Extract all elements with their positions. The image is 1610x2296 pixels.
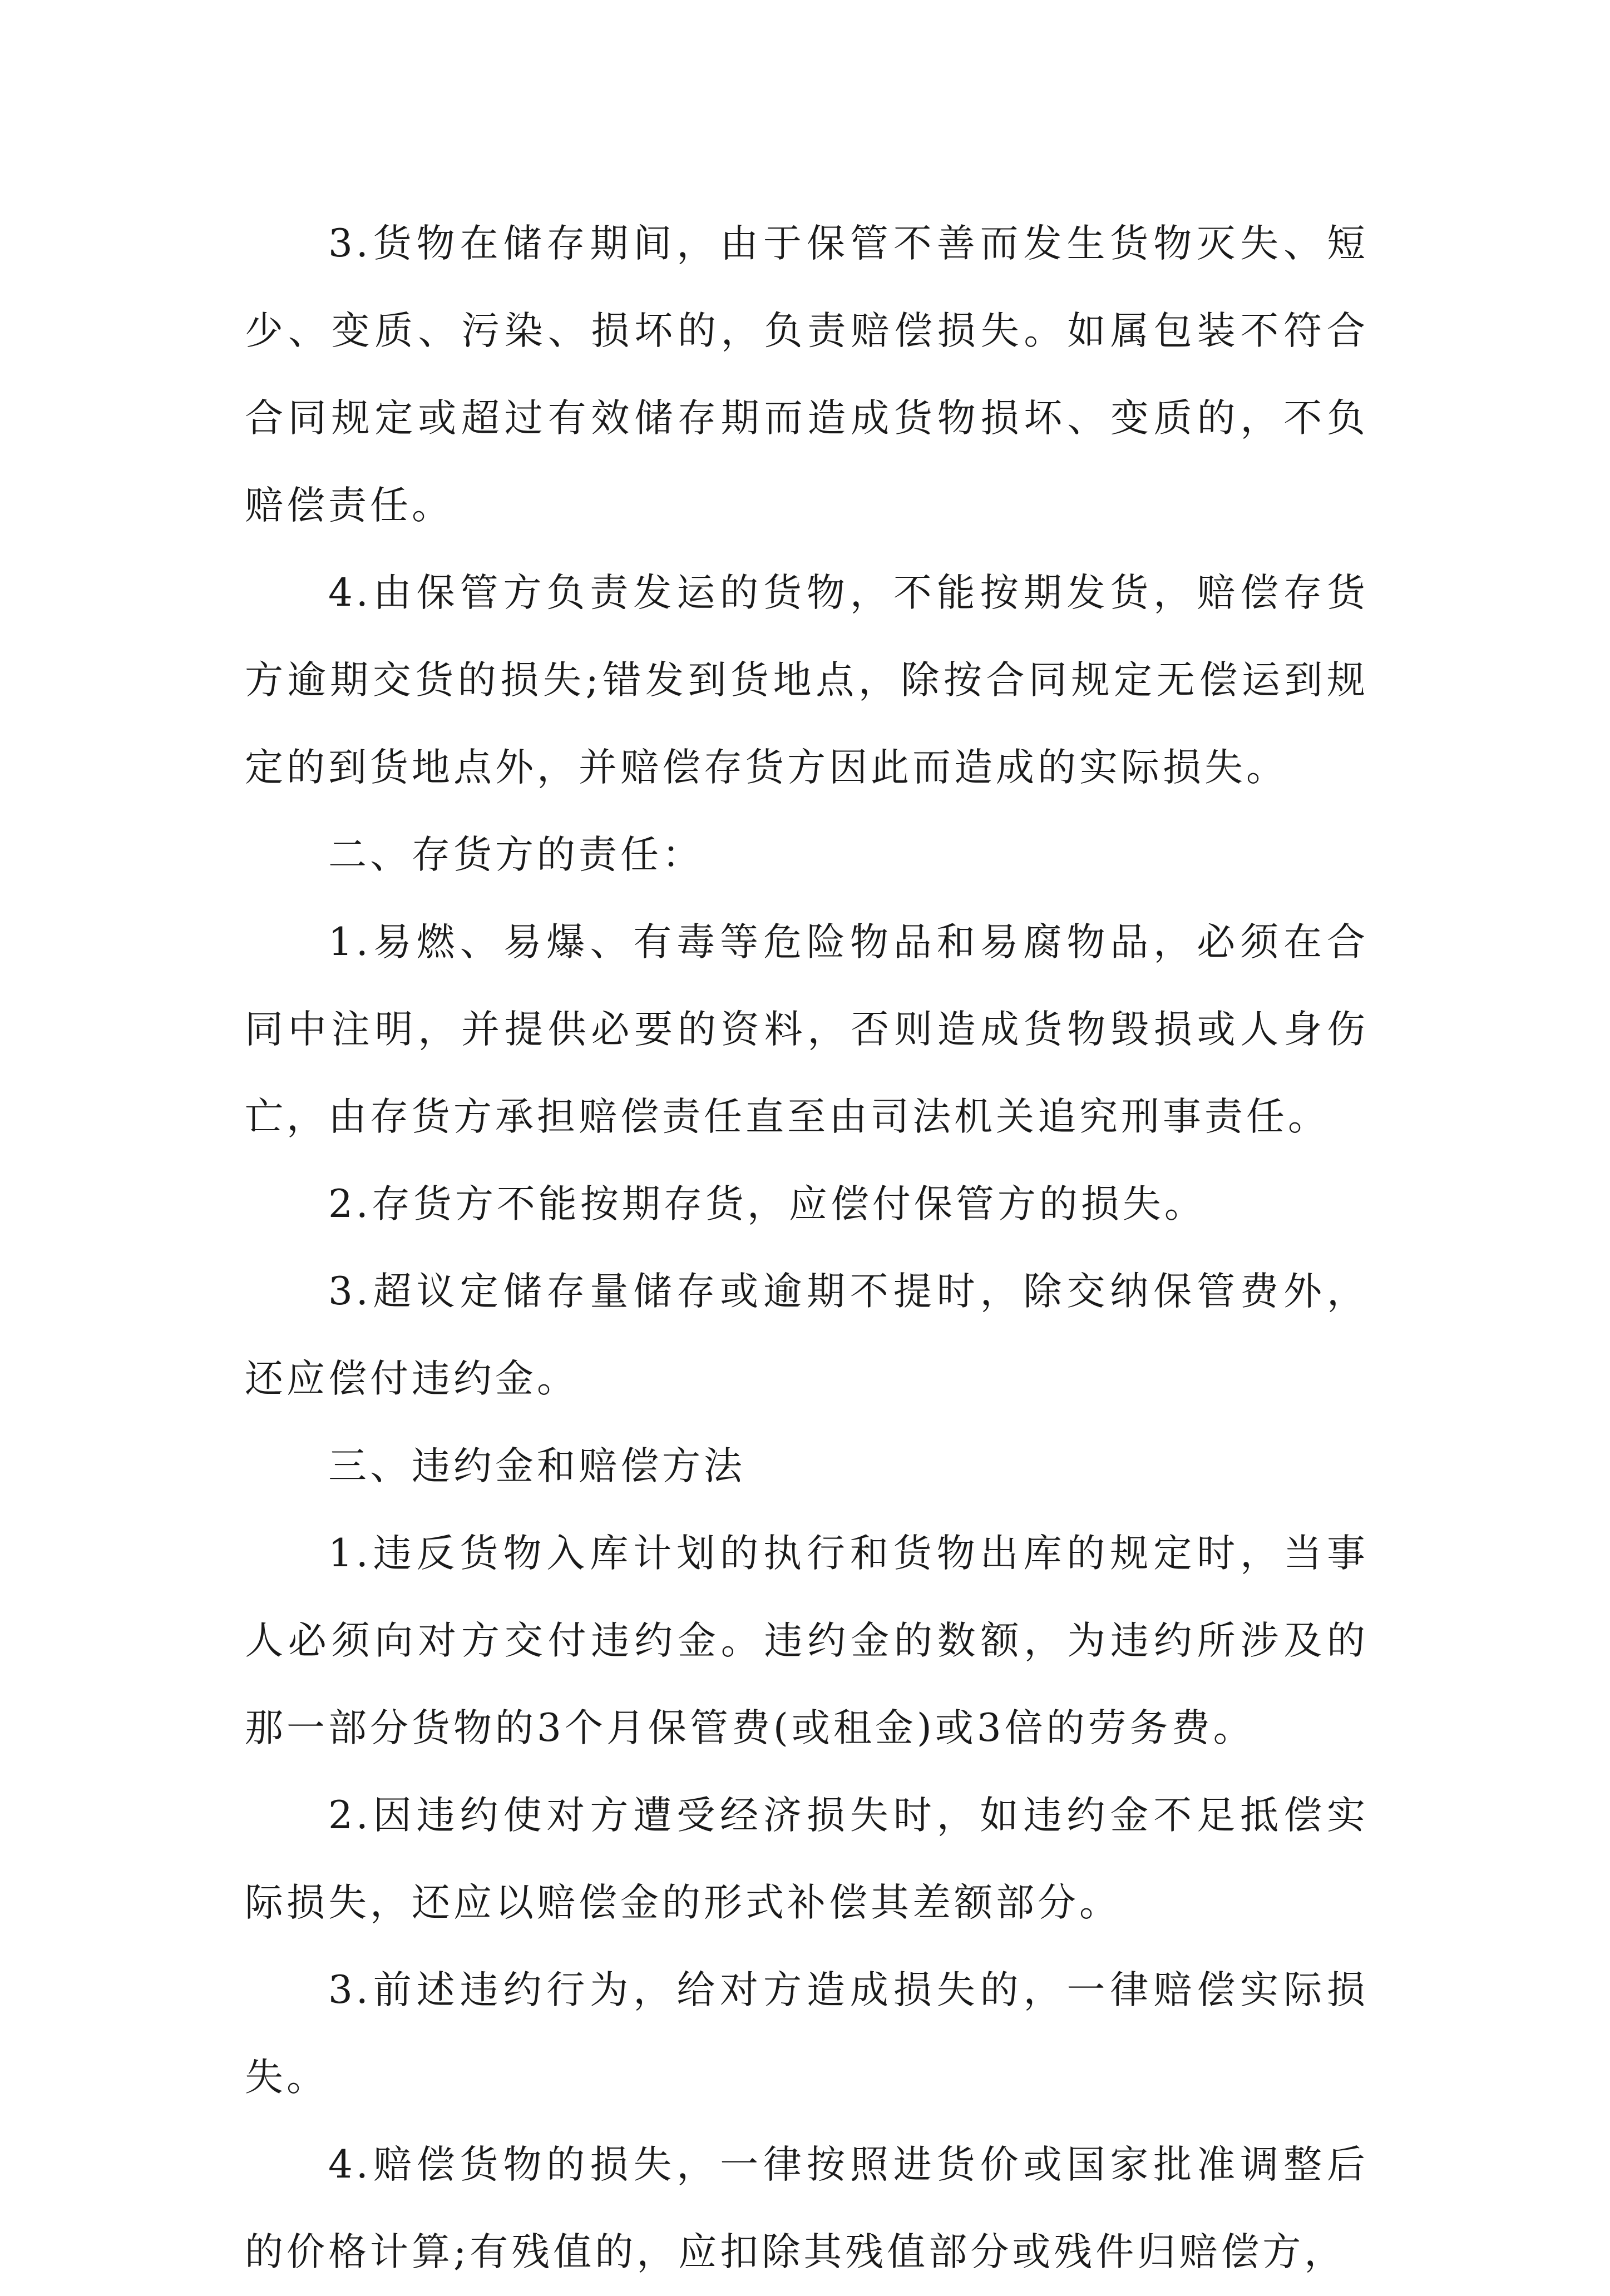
section-heading-penalty-compensation: 三、违约金和赔偿方法 bbox=[328, 1444, 745, 1488]
paragraph-depositor-liability-1: 1.易燃、易爆、有毒等危险物品和易腐物品，必须在合同中注明，并提供必要的资料，否则造成货物毁损或人身伤亡，由存货方承担赔偿责任直至由司法机关追究刑事责任。 bbox=[245, 920, 1369, 1139]
paragraph-penalty-1: 1.违反货物入库计划的执行和货物出库的规定时，当事人必须向对方交付违约金。违约金的数额，为违约所涉及的那一部分货物的3个月保管费(或租金)或3倍的劳务费。 bbox=[245, 1531, 1369, 1750]
paragraph-penalty-2: 2.因违约使对方遭受经济损失时，如违约金不足抵偿实际损失，还应以赔偿金的形式补偿其差额部分。 bbox=[245, 1793, 1369, 1925]
paragraph-penalty-4: 4.赔偿货物的损失，一律按照进货价或国家批准调整后的价格计算;有残值的，应扣除其残值部分或残件归赔偿方， bbox=[245, 2142, 1369, 2274]
paragraph-penalty-3: 3.前述违约行为，给对方造成损失的，一律赔偿实际损失。 bbox=[245, 1968, 1369, 2100]
section-heading-depositor-liability: 二、存货方的责任： bbox=[328, 833, 704, 877]
paragraph-custodian-liability-4: 4.由保管方负责发运的货物，不能按期发货，赔偿存货方逾期交货的损失;错发到货地点，除按合同规定无偿运到规定的到货地点外，并赔偿存货方因此而造成的实际损失。 bbox=[245, 571, 1369, 790]
paragraph-custodian-liability-3: 3.货物在储存期间，由于保管不善而发生货物灭失、短少、变质、污染、损坏的，负责赔偿损失。如属包装不符合合同规定或超过有效储存期而造成货物损坏、变质的，不负赔偿责任。 bbox=[245, 221, 1369, 528]
paragraph-depositor-liability-3: 3.超议定储存量储存或逾期不提时，除交纳保管费外，还应偿付违约金。 bbox=[245, 1269, 1369, 1401]
document-body bbox=[245, 200, 1369, 2296]
paragraph-depositor-liability-2: 2.存货方不能按期存货，应偿付保管方的损失。 bbox=[328, 1182, 1206, 1226]
